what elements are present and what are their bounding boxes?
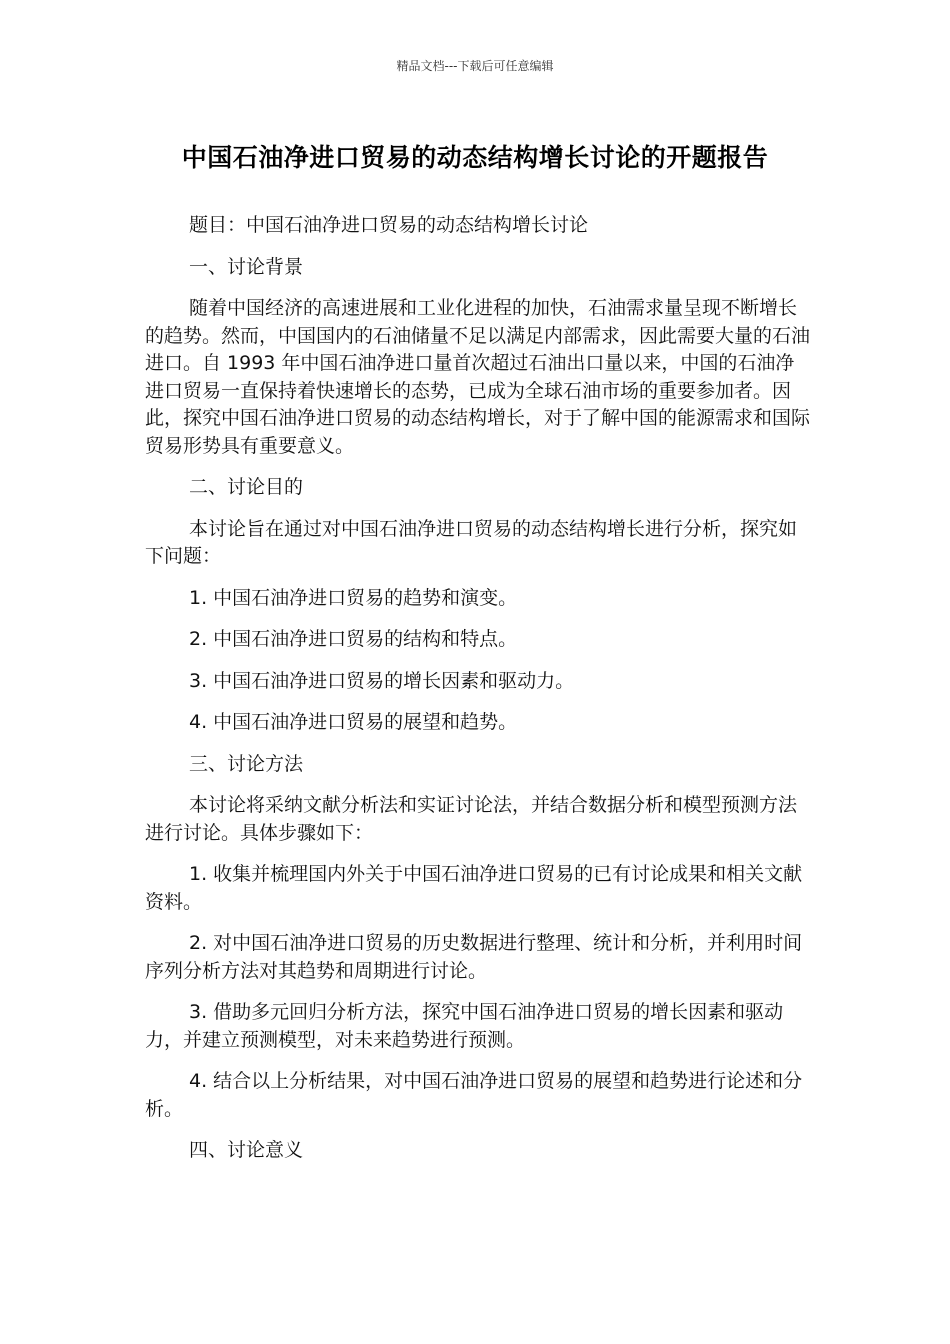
list-item: 3. 中国石油净进口贸易的增长因素和驱动力。 [189,669,575,692]
document-body [145,212,810,1179]
purpose-paragraph: 本讨论旨在通过对中国石油净进口贸易的动态结构增长进行分析，探究如下问题： [145,517,798,567]
document-title: 中国石油净进口贸易的动态结构增长讨论的开题报告 [181,143,769,172]
page-header: 精品文档---下载后可任意编辑 [396,59,554,73]
method-paragraph: 本讨论将采纳文献分析法和实证讨论法，并结合数据分析和模型预测方法进行讨论。具体步骤如下： [145,794,798,844]
list-item: 4. 结合以上分析结果，对中国石油净进口贸易的展望和趋势进行论述和分析。 [145,1070,803,1120]
list-item: 1. 中国石油净进口贸易的趋势和演变。 [189,586,518,609]
section-heading-background: 一、讨论背景 [189,255,304,278]
list-item: 3. 借助多元回归分析方法，探究中国石油净进口贸易的增长因素和驱动力，并建立预测模型，对未来趋势进行预测。 [145,1001,784,1051]
list-item: 2. 对中国石油净进口贸易的历史数据进行整理、统计和分析，并利用时间序列分析方法对其趋势和周期进行讨论。 [145,932,803,982]
section-heading-purpose: 二、讨论目的 [189,476,304,498]
list-item: 4. 中国石油净进口贸易的展望和趋势。 [189,711,518,733]
background-paragraph: 随着中国经济的高速进展和工业化进程的加快，石油需求量呈现不断增长的趋势。然而，中国国内的石油储量不足以满足内部需求，因此需要大量的石油进口。自 1993 年中国石油净进口量首次超过石油出口量以来，中国的石油净进口贸易一直保持着快速增长的态势，已成为全球石油市场的重要参加者。因此，探究中国石油净进口贸易的动态结构增长，对于了解中国的能源需求和国际贸易形势具有重要意义。 [145,297,811,457]
section-heading-significance: 四、讨论意义 [189,1139,304,1161]
list-item: 1. 收集并梳理国内外关于中国石油净进口贸易的已有讨论成果和相关文献资料。 [145,863,803,913]
topic-line: 题目：中国石油净进口贸易的动态结构增长讨论 [189,214,589,236]
list-item: 2. 中国石油净进口贸易的结构和特点。 [189,628,518,650]
section-heading-method: 三、讨论方法 [189,752,304,775]
